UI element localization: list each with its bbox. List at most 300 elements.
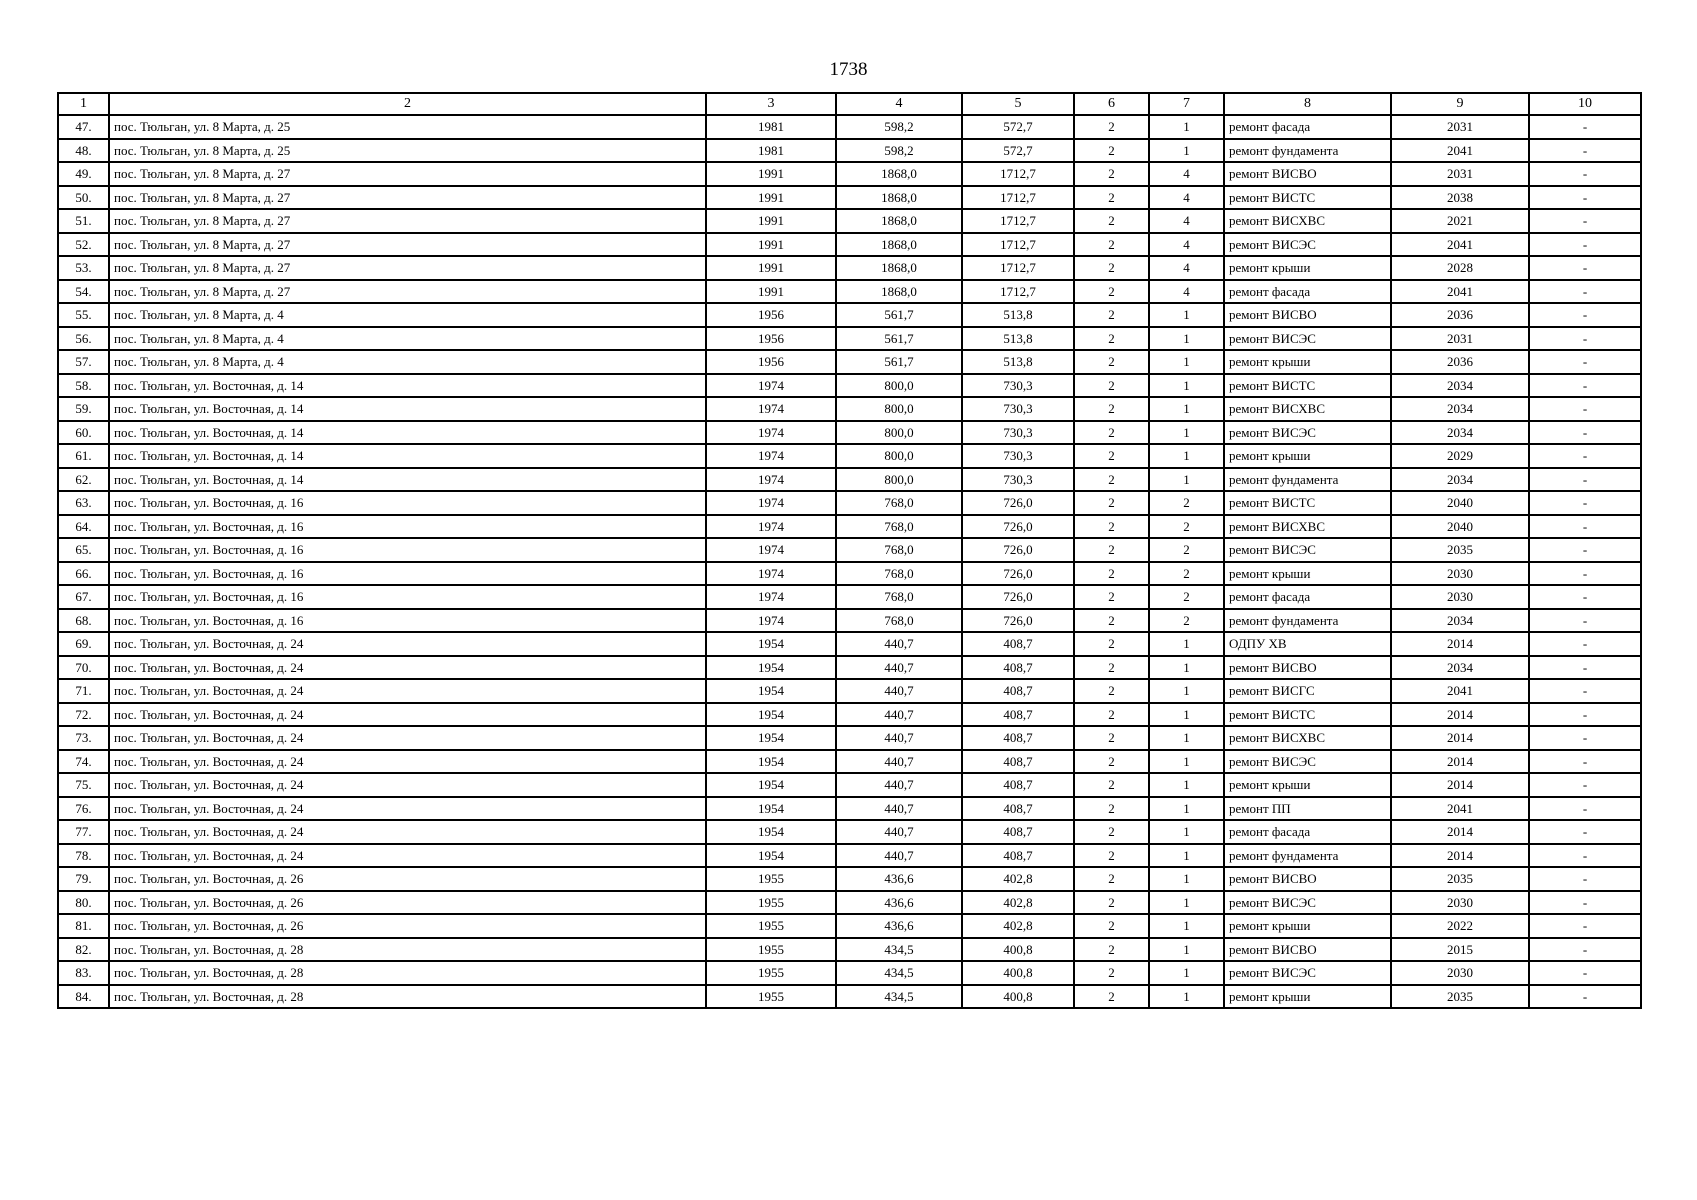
table-cell-col-entrances: 1 — [1149, 844, 1224, 868]
table-cell-col-year: 1974 — [706, 374, 836, 398]
table-cell-col-year: 1974 — [706, 562, 836, 586]
table-cell-col-work-type: ремонт ВИСХВС — [1224, 209, 1391, 233]
table-cell-col-floors: 2 — [1074, 468, 1149, 492]
table-cell-col-work-type: ремонт ВИСЭС — [1224, 538, 1391, 562]
table-cell-col-living-area: 408,7 — [962, 679, 1074, 703]
table-cell-col-note: - — [1529, 162, 1641, 186]
table-cell-col-floors: 2 — [1074, 703, 1149, 727]
table-cell-col-note: - — [1529, 609, 1641, 633]
table-cell-col-year: 1974 — [706, 444, 836, 468]
table-row — [58, 656, 1641, 680]
table-cell-col-planned-year: 2034 — [1391, 468, 1529, 492]
table-cell-col-year: 1981 — [706, 115, 836, 139]
table-row — [58, 327, 1641, 351]
table-cell-col-address: пос. Тюльган, ул. Восточная, д. 16 — [109, 515, 706, 539]
table-cell-col-entrances: 1 — [1149, 139, 1224, 163]
table-cell-col-entrances: 2 — [1149, 585, 1224, 609]
table-cell-col-note: - — [1529, 820, 1641, 844]
table-cell-col-planned-year: 2014 — [1391, 820, 1529, 844]
table-cell-col-total-area: 434,5 — [836, 961, 962, 985]
table-cell-col-planned-year: 2040 — [1391, 515, 1529, 539]
table-cell-col-address: пос. Тюльган, ул. Восточная, д. 24 — [109, 773, 706, 797]
table-cell-col-floors: 2 — [1074, 773, 1149, 797]
table-cell-col-work-type: ремонт крыши — [1224, 256, 1391, 280]
table-row — [58, 773, 1641, 797]
table-cell-col-work-type: ремонт ВИСТС — [1224, 186, 1391, 210]
table-cell-col-planned-year: 2014 — [1391, 773, 1529, 797]
table-cell-col-planned-year: 2031 — [1391, 327, 1529, 351]
table-cell-col-work-type: ремонт ВИСЭС — [1224, 327, 1391, 351]
table-cell-col-year: 1954 — [706, 844, 836, 868]
table-cell-col-floors: 2 — [1074, 280, 1149, 304]
table-cell-col-note: - — [1529, 914, 1641, 938]
table-cell-col-floors: 2 — [1074, 421, 1149, 445]
table-cell-col-address: пос. Тюльган, ул. Восточная, д. 24 — [109, 820, 706, 844]
table-cell-col-year: 1974 — [706, 491, 836, 515]
table-cell-col-planned-year: 2014 — [1391, 632, 1529, 656]
table-cell-col-number: 83. — [58, 961, 109, 985]
table-cell-col-floors: 2 — [1074, 209, 1149, 233]
table-cell-col-number: 79. — [58, 867, 109, 891]
table-cell-col-total-area: 1868,0 — [836, 162, 962, 186]
table-cell-col-address: пос. Тюльган, ул. Восточная, д. 16 — [109, 538, 706, 562]
table-cell-col-entrances: 1 — [1149, 679, 1224, 703]
table-cell-col-floors: 2 — [1074, 914, 1149, 938]
column-header-col-year: 3 — [706, 93, 836, 115]
table-cell-col-work-type: ремонт ВИСВО — [1224, 303, 1391, 327]
table-cell-col-address: пос. Тюльган, ул. Восточная, д. 24 — [109, 632, 706, 656]
table-cell-col-floors: 2 — [1074, 350, 1149, 374]
table-cell-col-address: пос. Тюльган, ул. 8 Марта, д. 4 — [109, 350, 706, 374]
table-cell-col-living-area: 730,3 — [962, 397, 1074, 421]
table-cell-col-note: - — [1529, 938, 1641, 962]
table-cell-col-total-area: 768,0 — [836, 609, 962, 633]
table-cell-col-planned-year: 2034 — [1391, 656, 1529, 680]
table-cell-col-number: 63. — [58, 491, 109, 515]
table-cell-col-number: 47. — [58, 115, 109, 139]
table-cell-col-year: 1955 — [706, 867, 836, 891]
table-cell-col-living-area: 400,8 — [962, 938, 1074, 962]
table-cell-col-note: - — [1529, 374, 1641, 398]
table-cell-col-living-area: 726,0 — [962, 538, 1074, 562]
table-cell-col-living-area: 1712,7 — [962, 209, 1074, 233]
table-cell-col-floors: 2 — [1074, 327, 1149, 351]
table-cell-col-total-area: 598,2 — [836, 139, 962, 163]
table-cell-col-entrances: 4 — [1149, 256, 1224, 280]
table-cell-col-living-area: 400,8 — [962, 985, 1074, 1009]
table-cell-col-number: 54. — [58, 280, 109, 304]
table-cell-col-number: 59. — [58, 397, 109, 421]
table-cell-col-floors: 2 — [1074, 820, 1149, 844]
table-cell-col-address: пос. Тюльган, ул. Восточная, д. 28 — [109, 985, 706, 1009]
table-cell-col-address: пос. Тюльган, ул. Восточная, д. 24 — [109, 750, 706, 774]
table-cell-col-work-type: ремонт крыши — [1224, 350, 1391, 374]
table-cell-col-number: 58. — [58, 374, 109, 398]
table-cell-col-planned-year: 2036 — [1391, 350, 1529, 374]
table-row — [58, 891, 1641, 915]
table-cell-col-total-area: 1868,0 — [836, 186, 962, 210]
table-cell-col-planned-year: 2041 — [1391, 233, 1529, 257]
table-row — [58, 914, 1641, 938]
table-cell-col-living-area: 1712,7 — [962, 233, 1074, 257]
table-cell-col-year: 1974 — [706, 538, 836, 562]
table-cell-col-work-type: ремонт ВИСЭС — [1224, 891, 1391, 915]
table-cell-col-living-area: 726,0 — [962, 515, 1074, 539]
table-cell-col-living-area: 400,8 — [962, 961, 1074, 985]
table-cell-col-address: пос. Тюльган, ул. 8 Марта, д. 25 — [109, 139, 706, 163]
table-cell-col-total-area: 1868,0 — [836, 280, 962, 304]
table-cell-col-note: - — [1529, 703, 1641, 727]
table-cell-col-floors: 2 — [1074, 233, 1149, 257]
table-cell-col-planned-year: 2035 — [1391, 985, 1529, 1009]
table-cell-col-work-type: ОДПУ ХВ — [1224, 632, 1391, 656]
table-cell-col-address: пос. Тюльган, ул. Восточная, д. 24 — [109, 656, 706, 680]
table-cell-col-number: 56. — [58, 327, 109, 351]
table-row — [58, 421, 1641, 445]
table-cell-col-total-area: 800,0 — [836, 397, 962, 421]
table-cell-col-planned-year: 2041 — [1391, 139, 1529, 163]
table-cell-col-floors: 2 — [1074, 844, 1149, 868]
table-cell-col-note: - — [1529, 444, 1641, 468]
table-cell-col-note: - — [1529, 844, 1641, 868]
table-cell-col-total-area: 440,7 — [836, 750, 962, 774]
table-cell-col-number: 48. — [58, 139, 109, 163]
table-cell-col-address: пос. Тюльган, ул. Восточная, д. 24 — [109, 797, 706, 821]
table-cell-col-entrances: 1 — [1149, 961, 1224, 985]
table-cell-col-planned-year: 2030 — [1391, 562, 1529, 586]
table-row — [58, 938, 1641, 962]
column-header-col-total-area: 4 — [836, 93, 962, 115]
table-cell-col-total-area: 440,7 — [836, 844, 962, 868]
column-header-col-note: 10 — [1529, 93, 1641, 115]
table-cell-col-living-area: 730,3 — [962, 444, 1074, 468]
table-cell-col-note: - — [1529, 750, 1641, 774]
table-cell-col-living-area: 1712,7 — [962, 280, 1074, 304]
table-cell-col-note: - — [1529, 985, 1641, 1009]
table-cell-col-total-area: 1868,0 — [836, 256, 962, 280]
table-cell-col-floors: 2 — [1074, 891, 1149, 915]
table-cell-col-entrances: 4 — [1149, 233, 1224, 257]
table-cell-col-work-type: ремонт фасада — [1224, 585, 1391, 609]
table-cell-col-work-type: ремонт ВИСТС — [1224, 703, 1391, 727]
table-cell-col-note: - — [1529, 280, 1641, 304]
table-cell-col-note: - — [1529, 632, 1641, 656]
table-cell-col-number: 60. — [58, 421, 109, 445]
table-cell-col-number: 73. — [58, 726, 109, 750]
table-row — [58, 703, 1641, 727]
table-cell-col-entrances: 4 — [1149, 162, 1224, 186]
table-cell-col-address: пос. Тюльган, ул. Восточная, д. 16 — [109, 491, 706, 515]
table-cell-col-total-area: 768,0 — [836, 491, 962, 515]
table-cell-col-work-type: ремонт ВИСЭС — [1224, 750, 1391, 774]
table-cell-col-address: пос. Тюльган, ул. Восточная, д. 14 — [109, 397, 706, 421]
table-cell-col-entrances: 2 — [1149, 562, 1224, 586]
table-cell-col-planned-year: 2038 — [1391, 186, 1529, 210]
table-cell-col-note: - — [1529, 421, 1641, 445]
table-row — [58, 374, 1641, 398]
table-cell-col-year: 1955 — [706, 961, 836, 985]
table-cell-col-living-area: 408,7 — [962, 632, 1074, 656]
table-cell-col-planned-year: 2021 — [1391, 209, 1529, 233]
table-cell-col-living-area: 572,7 — [962, 115, 1074, 139]
table-cell-col-planned-year: 2015 — [1391, 938, 1529, 962]
table-cell-col-year: 1991 — [706, 280, 836, 304]
table-cell-col-note: - — [1529, 797, 1641, 821]
table-cell-col-floors: 2 — [1074, 515, 1149, 539]
table-cell-col-number: 74. — [58, 750, 109, 774]
table-cell-col-total-area: 436,6 — [836, 891, 962, 915]
table-cell-col-work-type: ремонт ВИСХВС — [1224, 397, 1391, 421]
table-cell-col-number: 78. — [58, 844, 109, 868]
column-header-col-work-type: 8 — [1224, 93, 1391, 115]
table-cell-col-note: - — [1529, 233, 1641, 257]
table-cell-col-floors: 2 — [1074, 186, 1149, 210]
table-cell-col-year: 1955 — [706, 914, 836, 938]
table-cell-col-number: 51. — [58, 209, 109, 233]
table-cell-col-year: 1954 — [706, 632, 836, 656]
table-row — [58, 961, 1641, 985]
table-cell-col-living-area: 1712,7 — [962, 162, 1074, 186]
table-cell-col-living-area: 1712,7 — [962, 186, 1074, 210]
table-cell-col-number: 69. — [58, 632, 109, 656]
table-cell-col-floors: 2 — [1074, 303, 1149, 327]
table-cell-col-address: пос. Тюльган, ул. Восточная, д. 14 — [109, 444, 706, 468]
column-header-col-living-area: 5 — [962, 93, 1074, 115]
table-cell-col-address: пос. Тюльган, ул. 8 Марта, д. 27 — [109, 209, 706, 233]
table-cell-col-note: - — [1529, 515, 1641, 539]
table-row — [58, 726, 1641, 750]
table-row — [58, 632, 1641, 656]
table-cell-col-work-type: ремонт крыши — [1224, 562, 1391, 586]
table-row — [58, 679, 1641, 703]
table-cell-col-living-area: 402,8 — [962, 867, 1074, 891]
table-cell-col-floors: 2 — [1074, 397, 1149, 421]
table-cell-col-address: пос. Тюльган, ул. 8 Марта, д. 4 — [109, 303, 706, 327]
table-cell-col-number: 67. — [58, 585, 109, 609]
table-cell-col-note: - — [1529, 186, 1641, 210]
table-cell-col-work-type: ремонт ВИСГС — [1224, 679, 1391, 703]
table-cell-col-address: пос. Тюльган, ул. Восточная, д. 16 — [109, 609, 706, 633]
table-cell-col-living-area: 513,8 — [962, 303, 1074, 327]
table-cell-col-number: 70. — [58, 656, 109, 680]
table-row — [58, 562, 1641, 586]
table-cell-col-entrances: 4 — [1149, 209, 1224, 233]
table-row — [58, 115, 1641, 139]
table-cell-col-note: - — [1529, 679, 1641, 703]
table-cell-col-floors: 2 — [1074, 162, 1149, 186]
table-cell-col-year: 1974 — [706, 421, 836, 445]
table-row — [58, 209, 1641, 233]
table-cell-col-planned-year: 2029 — [1391, 444, 1529, 468]
table-cell-col-entrances: 1 — [1149, 468, 1224, 492]
table-cell-col-living-area: 726,0 — [962, 491, 1074, 515]
table-cell-col-total-area: 440,7 — [836, 632, 962, 656]
table-cell-col-address: пос. Тюльган, ул. Восточная, д. 28 — [109, 938, 706, 962]
table-cell-col-floors: 2 — [1074, 938, 1149, 962]
table-cell-col-floors: 2 — [1074, 139, 1149, 163]
table-cell-col-number: 57. — [58, 350, 109, 374]
table-cell-col-total-area: 436,6 — [836, 867, 962, 891]
table-cell-col-entrances: 1 — [1149, 914, 1224, 938]
table-cell-col-work-type: ремонт крыши — [1224, 773, 1391, 797]
table-cell-col-total-area: 434,5 — [836, 938, 962, 962]
table-cell-col-year: 1954 — [706, 797, 836, 821]
table-cell-col-living-area: 730,3 — [962, 421, 1074, 445]
table-cell-col-work-type: ремонт фасада — [1224, 115, 1391, 139]
table-cell-col-work-type: ремонт ВИСХВС — [1224, 515, 1391, 539]
table-cell-col-entrances: 1 — [1149, 303, 1224, 327]
table-row — [58, 538, 1641, 562]
table-cell-col-number: 75. — [58, 773, 109, 797]
table-cell-col-work-type: ремонт фундамента — [1224, 844, 1391, 868]
table-cell-col-number: 71. — [58, 679, 109, 703]
column-header-col-number: 1 — [58, 93, 109, 115]
table-cell-col-total-area: 800,0 — [836, 468, 962, 492]
table-cell-col-work-type: ремонт ВИСХВС — [1224, 726, 1391, 750]
table-cell-col-floors: 2 — [1074, 562, 1149, 586]
table-cell-col-address: пос. Тюльган, ул. 8 Марта, д. 27 — [109, 162, 706, 186]
table-cell-col-total-area: 434,5 — [836, 985, 962, 1009]
table-cell-col-note: - — [1529, 726, 1641, 750]
table-cell-col-entrances: 1 — [1149, 820, 1224, 844]
table-cell-col-year: 1991 — [706, 209, 836, 233]
table-cell-col-total-area: 800,0 — [836, 421, 962, 445]
table-cell-col-year: 1955 — [706, 891, 836, 915]
table-cell-col-entrances: 2 — [1149, 609, 1224, 633]
table-cell-col-entrances: 2 — [1149, 491, 1224, 515]
table-cell-col-entrances: 2 — [1149, 538, 1224, 562]
table-cell-col-total-area: 440,7 — [836, 820, 962, 844]
table-cell-col-work-type: ремонт ВИСЭС — [1224, 961, 1391, 985]
table-row — [58, 750, 1641, 774]
table-cell-col-entrances: 1 — [1149, 656, 1224, 680]
table-cell-col-entrances: 1 — [1149, 985, 1224, 1009]
table-cell-col-planned-year: 2030 — [1391, 961, 1529, 985]
table-header-row — [58, 93, 1641, 115]
table-cell-col-note: - — [1529, 773, 1641, 797]
table-cell-col-address: пос. Тюльган, ул. Восточная, д. 26 — [109, 867, 706, 891]
table-cell-col-address: пос. Тюльган, ул. 8 Марта, д. 27 — [109, 256, 706, 280]
table-cell-col-number: 66. — [58, 562, 109, 586]
column-header-col-floors: 6 — [1074, 93, 1149, 115]
table-cell-col-floors: 2 — [1074, 750, 1149, 774]
table-row — [58, 397, 1641, 421]
table-cell-col-number: 55. — [58, 303, 109, 327]
page-number: 1738 — [829, 59, 868, 80]
table-cell-col-planned-year: 2030 — [1391, 585, 1529, 609]
table-cell-col-planned-year: 2034 — [1391, 374, 1529, 398]
table-cell-col-work-type: ремонт ВИСВО — [1224, 938, 1391, 962]
table-cell-col-entrances: 2 — [1149, 515, 1224, 539]
table-cell-col-year: 1954 — [706, 679, 836, 703]
table-cell-col-floors: 2 — [1074, 585, 1149, 609]
table-cell-col-year: 1954 — [706, 703, 836, 727]
table-cell-col-number: 49. — [58, 162, 109, 186]
table-cell-col-total-area: 561,7 — [836, 350, 962, 374]
table-cell-col-living-area: 408,7 — [962, 844, 1074, 868]
table-cell-col-number: 65. — [58, 538, 109, 562]
table-cell-col-note: - — [1529, 585, 1641, 609]
table-cell-col-total-area: 440,7 — [836, 703, 962, 727]
table-cell-col-total-area: 440,7 — [836, 773, 962, 797]
table-cell-col-address: пос. Тюльган, ул. Восточная, д. 28 — [109, 961, 706, 985]
table-cell-col-total-area: 768,0 — [836, 585, 962, 609]
table-cell-col-floors: 2 — [1074, 444, 1149, 468]
table-cell-col-entrances: 1 — [1149, 374, 1224, 398]
table-cell-col-floors: 2 — [1074, 256, 1149, 280]
table-cell-col-entrances: 1 — [1149, 444, 1224, 468]
table-cell-col-floors: 2 — [1074, 609, 1149, 633]
table-cell-col-total-area: 440,7 — [836, 679, 962, 703]
table-cell-col-year: 1991 — [706, 233, 836, 257]
table-cell-col-work-type: ремонт крыши — [1224, 985, 1391, 1009]
table-cell-col-year: 1991 — [706, 162, 836, 186]
table-cell-col-note: - — [1529, 350, 1641, 374]
table-cell-col-planned-year: 2031 — [1391, 115, 1529, 139]
table-cell-col-planned-year: 2031 — [1391, 162, 1529, 186]
table-cell-col-floors: 2 — [1074, 961, 1149, 985]
table-cell-col-entrances: 1 — [1149, 115, 1224, 139]
table-cell-col-floors: 2 — [1074, 985, 1149, 1009]
table-cell-col-note: - — [1529, 256, 1641, 280]
table-row — [58, 797, 1641, 821]
table-cell-col-year: 1981 — [706, 139, 836, 163]
table-cell-col-entrances: 1 — [1149, 421, 1224, 445]
table-cell-col-planned-year: 2035 — [1391, 867, 1529, 891]
table-cell-col-note: - — [1529, 656, 1641, 680]
table-cell-col-living-area: 572,7 — [962, 139, 1074, 163]
table-cell-col-living-area: 408,7 — [962, 656, 1074, 680]
table-cell-col-entrances: 1 — [1149, 632, 1224, 656]
table-cell-col-note: - — [1529, 139, 1641, 163]
table-cell-col-entrances: 1 — [1149, 350, 1224, 374]
table-cell-col-address: пос. Тюльган, ул. Восточная, д. 14 — [109, 374, 706, 398]
table-cell-col-year: 1954 — [706, 773, 836, 797]
table-cell-col-address: пос. Тюльган, ул. Восточная, д. 26 — [109, 891, 706, 915]
table-row — [58, 444, 1641, 468]
table-cell-col-entrances: 1 — [1149, 703, 1224, 727]
table-cell-col-total-area: 598,2 — [836, 115, 962, 139]
table-cell-col-floors: 2 — [1074, 867, 1149, 891]
table-cell-col-note: - — [1529, 562, 1641, 586]
table-cell-col-planned-year: 2041 — [1391, 797, 1529, 821]
table-cell-col-work-type: ремонт фасада — [1224, 280, 1391, 304]
table-cell-col-year: 1956 — [706, 350, 836, 374]
table-cell-col-work-type: ремонт ВИСЭС — [1224, 233, 1391, 257]
table-cell-col-planned-year: 2035 — [1391, 538, 1529, 562]
table-cell-col-work-type: ремонт ВИСЭС — [1224, 421, 1391, 445]
table-cell-col-floors: 2 — [1074, 374, 1149, 398]
table-cell-col-planned-year: 2014 — [1391, 703, 1529, 727]
column-header-col-planned-year: 9 — [1391, 93, 1529, 115]
table-cell-col-work-type: ремонт фундамента — [1224, 139, 1391, 163]
table-cell-col-number: 61. — [58, 444, 109, 468]
repair-schedule-table — [57, 92, 1642, 1009]
table-cell-col-total-area: 561,7 — [836, 303, 962, 327]
table-cell-col-address: пос. Тюльган, ул. Восточная, д. 16 — [109, 562, 706, 586]
table-cell-col-entrances: 1 — [1149, 797, 1224, 821]
table-cell-col-living-area: 1712,7 — [962, 256, 1074, 280]
table-row — [58, 515, 1641, 539]
table-cell-col-entrances: 1 — [1149, 867, 1224, 891]
table-cell-col-living-area: 726,0 — [962, 585, 1074, 609]
column-header-col-address: 2 — [109, 93, 706, 115]
table-cell-col-address: пос. Тюльган, ул. Восточная, д. 14 — [109, 468, 706, 492]
table-cell-col-work-type: ремонт фасада — [1224, 820, 1391, 844]
table-cell-col-living-area: 513,8 — [962, 350, 1074, 374]
table-cell-col-number: 62. — [58, 468, 109, 492]
table-cell-col-address: пос. Тюльган, ул. 8 Марта, д. 27 — [109, 233, 706, 257]
